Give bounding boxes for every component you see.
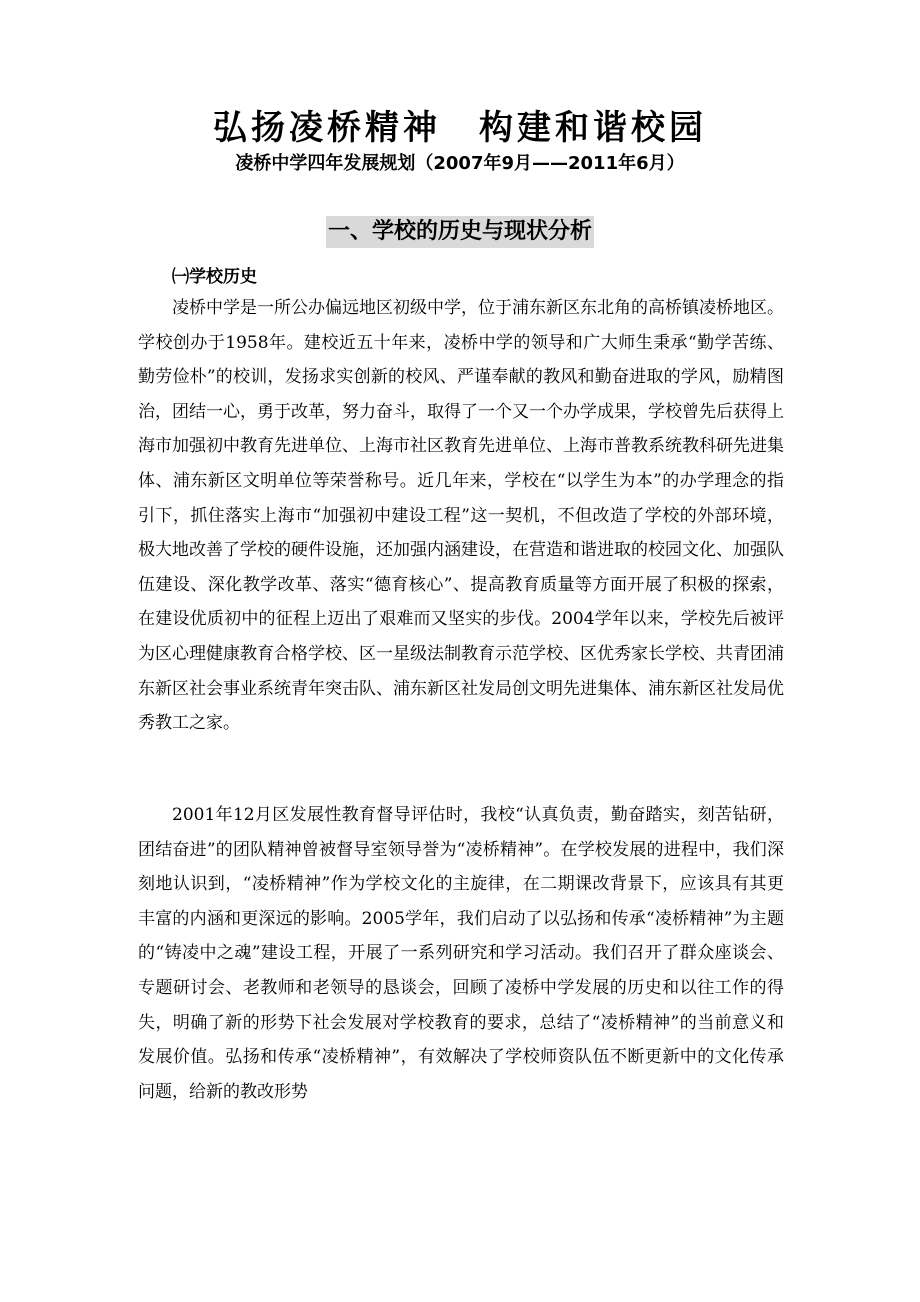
subsection-heading: ㈠学校历史 bbox=[172, 267, 257, 287]
document-title: 弘扬凌桥精神 构建和谐校园 bbox=[213, 108, 707, 148]
section-heading: 一、学校的历史与现状分析 bbox=[326, 216, 594, 248]
body-paragraph-2: 2001年12月区发展性教育督导评估时，我校“认真负责，勤奋踏实，刻苦钻研，团结奋进”的团队精神曾被督导室领导誉为“凌桥精神”。在学校发展的进程中，我们深刻地认识到，“凌桥精神”作为学校文化的主旋律，在二期课改背景下，应该具有其更丰富的内涵和更深远的影响。2005学年，我们启动了以弘扬和传承“凌桥精神”为主题的“铸凌中之魂”建设工程，开展了一系列研究和学习活动。我们召开了群众座谈会、专题研讨会、老教师和老领导的恳谈会，回顾了凌桥中学发展的历史和以往工作的得失，明确了新的形势下社会发展对学校教育的要求，总结了“凌桥精神”的当前意义和发展价值。弘扬和传承“凌桥精神”，有效解决了学校师资队伍不断更新中的文化传承问题，给新的教改形势 bbox=[138, 805, 784, 1102]
section-heading-container bbox=[0, 216, 920, 248]
document-subtitle: 凌桥中学四年发展规划（2007年9月——2011年6月） bbox=[235, 153, 685, 174]
body-paragraph-1: 凌桥中学是一所公办偏远地区初级中学，位于浦东新区东北角的高桥镇凌桥地区。学校创办于1958年。建校近五十年来，凌桥中学的领导和广大师生秉承“勤学苦练、勤劳俭朴”的校训，发扬求实创新的校风、严谨奉献的教风和勤奋进取的学风，励精图治，团结一心，勇于改革，努力奋斗，取得了一个又一个办学成果，学校曾先后获得上海市加强初中教育先进单位、上海市社区教育先进单位、上海市普教系统教科研先进集体、浦东新区文明单位等荣誉称号。近几年来，学校在“以学生为本”的办学理念的指引下，抓住落实上海市“加强初中建设工程”这一契机，不但改造了学校的外部环境，极大地改善了学校的硬件设施，还加强内涵建设，在营造和谐进取的校园文化、加强队伍建设、深化教学改革、落实“德育核心”、提高教育质量等方面开展了积极的探索，在建设优质初中的征程上迈出了艰难而又坚实的步伐。2004学年以来，学校先后被评为区心理健康教育合格学校、区一星级法制教育示范学校、区优秀家长学校、共青团浦东新区社会事业系统青年突击队、浦东新区社发局创文明先进集体、浦东新区社发局优秀教工之家。 bbox=[138, 298, 784, 734]
